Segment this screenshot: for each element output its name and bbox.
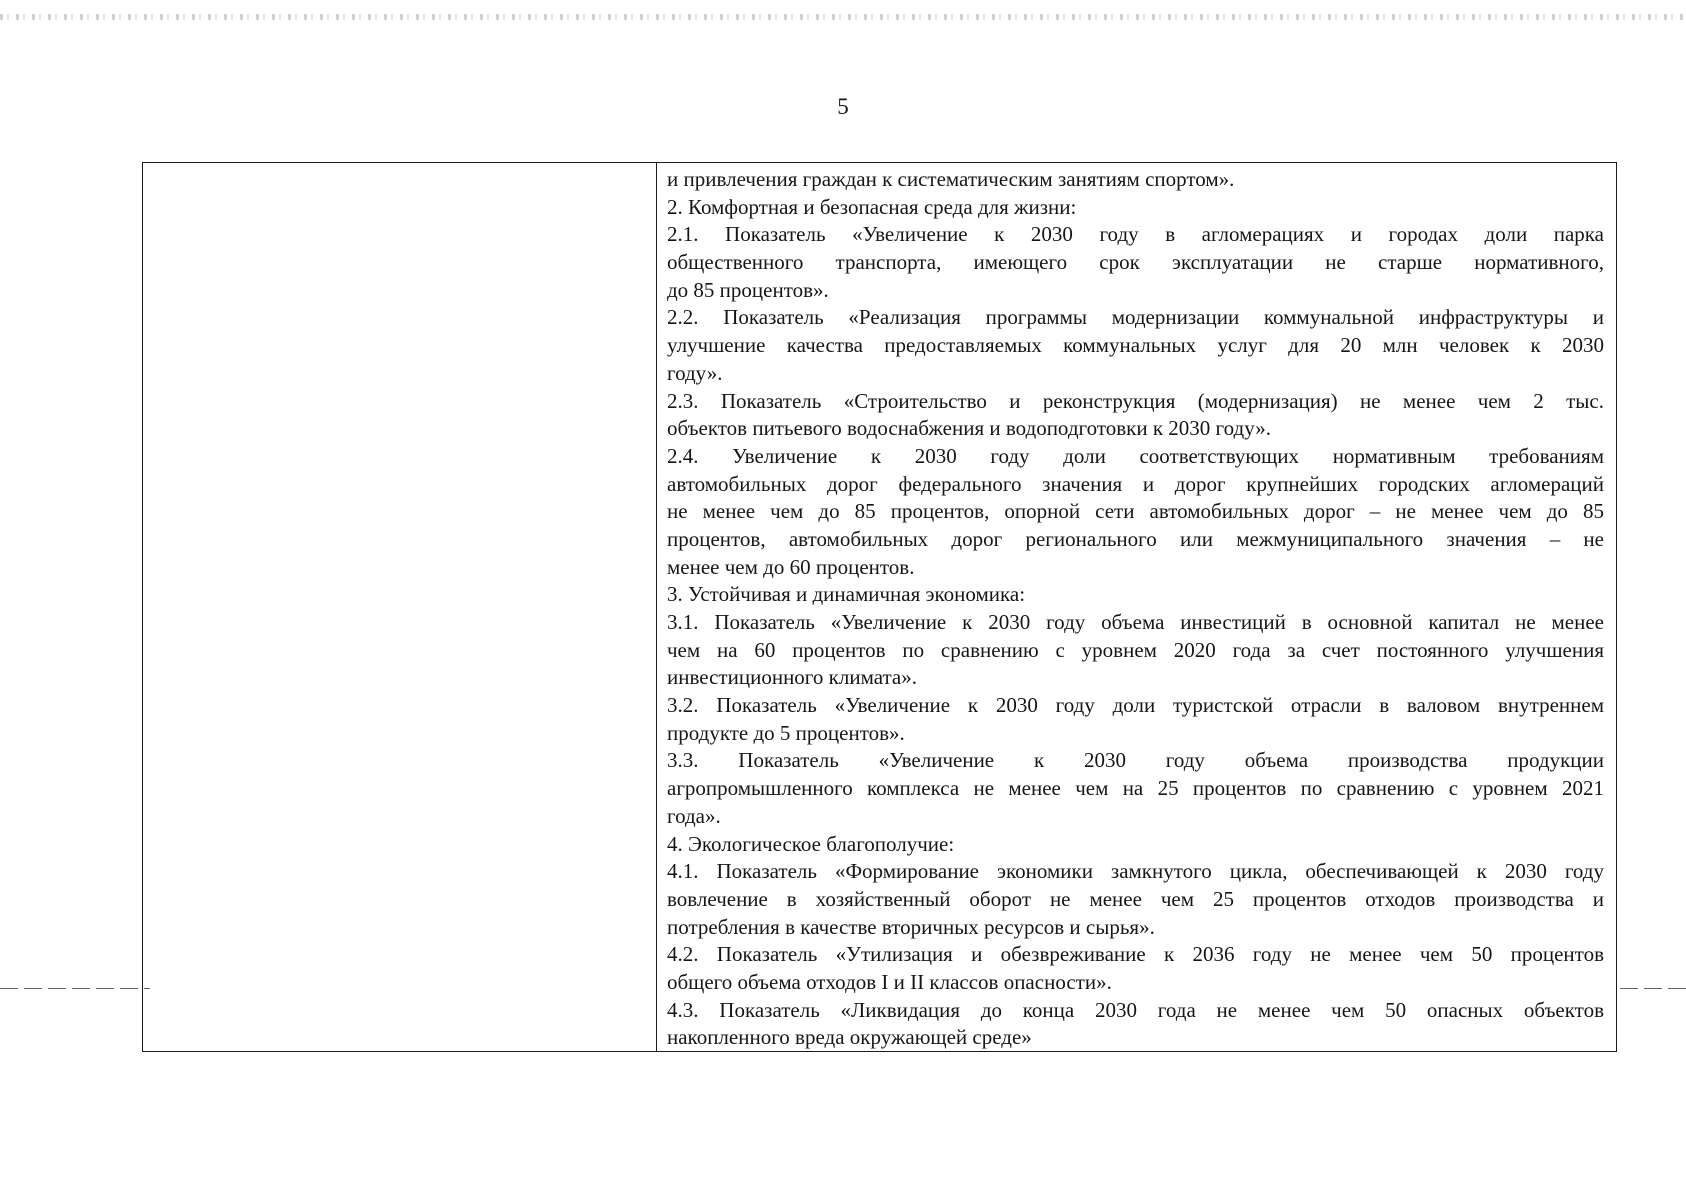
text-line: года». [667, 803, 721, 828]
text-line: 4.3. Показатель «Ликвидация до конца 2030 года не менее чем 50 опасных объектов [667, 997, 1604, 1022]
text-line: потребления в качестве вторичных ресурсов и сырья». [667, 914, 1155, 939]
text-line: и привлечения граждан к систематическим занятиям спортом». [667, 167, 1235, 191]
text-line: 4.1. Показатель «Формирование экономики замкнутого цикла, обеспечивающей к 2030 году [667, 859, 1604, 884]
text-line: общественного транспорта, имеющего срок эксплуатации не старше нормативного, [667, 250, 1604, 275]
text-line: 3. Устойчивая и динамичная экономика: [667, 582, 1026, 607]
text-line: 2.4. Увеличение к 2030 году доли соответствующих нормативным требованиям [667, 443, 1604, 468]
text-line: автомобильных дорог федерального значения и дорог крупнейших городских агломераций [667, 471, 1604, 496]
text-line: процентов, автомобильных дорог регионального или межмуниципального значения – не [667, 526, 1604, 551]
table-right-cell [657, 163, 1616, 1051]
text-line: менее чем до 60 процентов. [667, 554, 915, 579]
text-line: 2.3. Показатель «Строительство и реконструкция (модернизация) не менее чем 2 тыс. [667, 388, 1604, 413]
text-line: 3.3. Показатель «Увеличение к 2030 году объема производства продукции [667, 748, 1604, 773]
text-line: 4. Экологическое благополучие: [667, 831, 955, 856]
scan-edge-noise [0, 14, 1686, 20]
text-line: объектов питьевого водоснабжения и водоподготовки к 2030 году». [667, 416, 1271, 441]
text-line: продукте до 5 процентов». [667, 720, 905, 745]
text-line: до 85 процентов». [667, 277, 829, 302]
text-line: 2. Комфортная и безопасная среда для жизни: [667, 194, 1077, 219]
text-line: году». [667, 360, 723, 385]
text-line: инвестиционного климата». [667, 665, 917, 690]
text-line: 3.2. Показатель «Увеличение к 2030 году доли туристской отрасли в валовом внутреннем [667, 693, 1604, 718]
text-line: чем на 60 процентов по сравнению с уровнем 2020 года за счет постоянного улучшения [667, 637, 1604, 662]
text-line: 2.1. Показатель «Увеличение к 2030 году в агломерациях и городах доли парка [667, 222, 1604, 247]
page-number: 5 [837, 94, 849, 119]
text-line: накопленного вреда окружающей среде» [667, 1025, 1032, 1050]
fold-line-left [0, 988, 150, 989]
text-line: не менее чем до 85 процентов, опорной сети автомобильных дорог – не менее чем до 85 [667, 499, 1604, 524]
text-line: вовлечение в хозяйственный оборот не менее чем 25 процентов отходов производства и [667, 886, 1604, 911]
text-line: 4.2. Показатель «Утилизация и обезвреживание к 2036 году не менее чем 50 процентов [667, 942, 1604, 967]
table-left-cell [143, 163, 657, 1051]
text-line: 3.1. Показатель «Увеличение к 2030 году объема инвестиций в основной капитал не менее [667, 610, 1604, 634]
text-line: улучшение качества предоставляемых коммунальных услуг для 20 млн человек к 2030 [667, 333, 1604, 358]
text-line: агропромышленного комплекса не менее чем на 25 процентов по сравнению с уровнем 2021 [667, 776, 1604, 801]
text-line: общего объема отходов I и II классов опасности». [667, 969, 1112, 994]
document-table [142, 162, 1617, 1052]
fold-line-right [1620, 988, 1686, 989]
text-line: 2.2. Показатель «Реализация программы модернизации коммунальной инфраструктуры и [667, 305, 1604, 330]
